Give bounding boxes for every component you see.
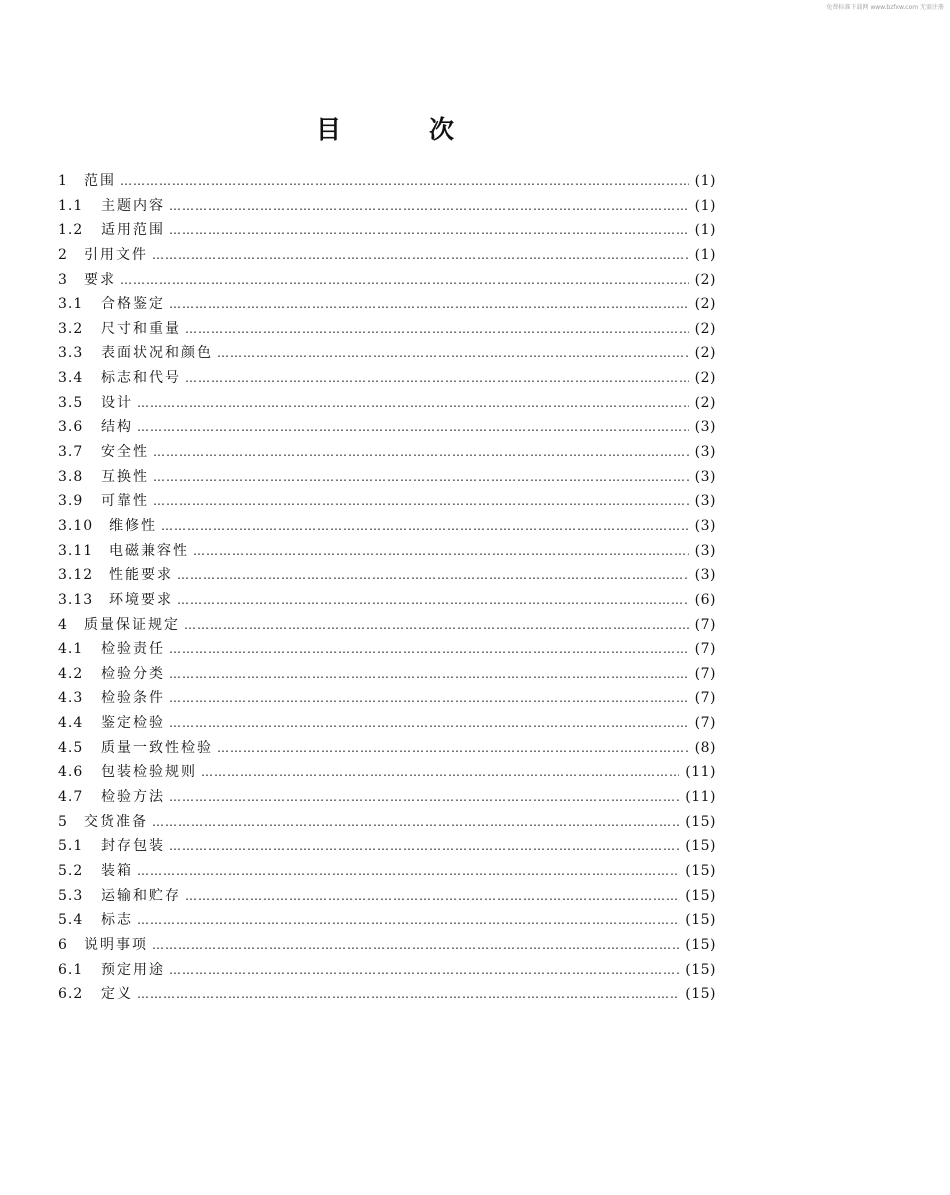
- toc-dot-leader: [185, 317, 689, 342]
- toc-entry-page: (2): [694, 271, 716, 288]
- toc-entry-label: 主题内容: [101, 197, 165, 214]
- toc-entry-page: (2): [694, 345, 716, 362]
- toc-entry-number: 3.5: [58, 394, 84, 411]
- toc-dot-leader: [169, 958, 679, 983]
- toc-entry-page: (1): [694, 246, 716, 263]
- toc-entry-number: 3.1: [58, 296, 84, 313]
- toc-dot-leader: [152, 810, 679, 835]
- toc-entry-page: (1): [694, 197, 716, 214]
- toc-entry: [58, 366, 716, 391]
- toc-entry: [58, 637, 716, 662]
- toc-dot-leader: [152, 933, 679, 958]
- toc-entry: [58, 933, 716, 958]
- toc-entry-number: 3.3: [58, 345, 84, 362]
- toc-entry-number: 3.2: [58, 320, 84, 337]
- toc-entry-number: 3.11: [58, 542, 94, 559]
- toc-dot-leader: [169, 662, 689, 687]
- toc-entry: [58, 785, 716, 810]
- toc-entry-label: 说明事项: [84, 936, 148, 953]
- toc-dot-leader: [177, 588, 689, 613]
- toc-entry-label: 要求: [84, 271, 116, 288]
- toc-entry-page: (7): [694, 641, 716, 658]
- toc-entry: [58, 341, 716, 366]
- toc-entry: [58, 908, 716, 933]
- toc-entry-label: 适用范围: [101, 222, 165, 239]
- toc-entry-page: (3): [694, 419, 716, 436]
- toc-entry-label: 安全性: [101, 444, 149, 461]
- toc-dot-leader: [185, 884, 679, 909]
- toc-entry-number: 3.8: [58, 468, 84, 485]
- toc-entry-label: 维修性: [109, 517, 157, 534]
- toc-entry-number: 5.2: [58, 862, 84, 879]
- toc-entry-label: 检验方法: [101, 789, 165, 806]
- toc-entry-label: 引用文件: [84, 246, 148, 263]
- toc-dot-leader: [120, 169, 689, 194]
- page-title: 目次: [315, 115, 542, 144]
- toc-dot-leader: [153, 489, 689, 514]
- toc-entry-number: 4.6: [58, 764, 84, 781]
- toc-entry: [58, 662, 716, 687]
- toc-entry: [58, 686, 716, 711]
- toc-entry-number: 6.2: [58, 986, 84, 1003]
- toc-entry-number: 1: [58, 173, 68, 189]
- toc-dot-leader: [169, 292, 689, 317]
- toc-entry-number: 4.2: [58, 665, 84, 682]
- toc-entry: [58, 514, 716, 539]
- toc-entry: [58, 613, 716, 638]
- toc-entry: [58, 292, 716, 317]
- toc-dot-leader: [201, 760, 679, 785]
- toc-entry-label: 鉴定检验: [101, 715, 165, 732]
- toc-entry-number: 5.3: [58, 887, 84, 904]
- toc-entry-page: (2): [694, 394, 716, 411]
- toc-dot-leader: [217, 341, 689, 366]
- toc-entry-number: 4.1: [58, 641, 84, 658]
- toc-entry: [58, 982, 716, 1007]
- toc-entry-page: (15): [685, 838, 716, 855]
- toc-entry-label: 尺寸和重量: [101, 320, 181, 337]
- toc-entry-number: 3.10: [58, 517, 94, 534]
- toc-entry-label: 运输和贮存: [101, 887, 181, 904]
- toc-entry-page: (7): [694, 690, 716, 707]
- toc-dot-leader: [184, 613, 689, 638]
- toc-entry-label: 封存包装: [101, 838, 165, 855]
- toc-entry-label: 标志: [101, 912, 133, 929]
- toc-entry: [58, 194, 716, 219]
- toc-dot-leader: [137, 908, 679, 933]
- toc-dot-leader: [169, 711, 689, 736]
- toc-dot-leader: [177, 563, 689, 588]
- table-of-contents: [58, 169, 716, 1007]
- toc-entry-page: (15): [685, 961, 716, 978]
- toc-dot-leader: [169, 637, 689, 662]
- toc-entry: [58, 415, 716, 440]
- toc-entry-label: 检验条件: [101, 690, 165, 707]
- toc-entry-page: (8): [694, 739, 716, 756]
- toc-entry-label: 性能要求: [109, 567, 173, 584]
- toc-dot-leader: [193, 539, 689, 564]
- toc-entry-label: 可靠性: [101, 493, 149, 510]
- toc-entry-number: 3.12: [58, 567, 94, 584]
- toc-entry-number: 3.13: [58, 591, 94, 608]
- toc-entry: [58, 736, 716, 761]
- toc-entry-page: (11): [685, 789, 716, 806]
- toc-entry-page: (3): [694, 542, 716, 559]
- toc-entry: [58, 169, 716, 194]
- toc-entry-page: (3): [694, 493, 716, 510]
- toc-entry-label: 互换性: [101, 468, 149, 485]
- toc-dot-leader: [217, 736, 689, 761]
- toc-entry: [58, 563, 716, 588]
- toc-entry-label: 交货准备: [84, 813, 148, 830]
- toc-entry-page: (2): [694, 296, 716, 313]
- toc-entry-number: 4.5: [58, 739, 84, 756]
- toc-entry-label: 包装检验规则: [101, 764, 197, 781]
- toc-entry-number: 6: [58, 936, 68, 953]
- toc-entry: [58, 539, 716, 564]
- toc-entry-label: 环境要求: [109, 591, 173, 608]
- toc-entry: [58, 489, 716, 514]
- toc-entry-page: (7): [694, 715, 716, 732]
- toc-entry-label: 表面状况和颜色: [101, 345, 213, 362]
- toc-dot-leader: [153, 465, 689, 490]
- toc-dot-leader: [169, 834, 679, 859]
- toc-dot-leader: [153, 440, 689, 465]
- toc-entry-label: 预定用途: [101, 961, 165, 978]
- toc-entry-label: 设计: [101, 394, 133, 411]
- toc-entry-label: 合格鉴定: [101, 296, 165, 313]
- toc-entry-number: 4.3: [58, 690, 84, 707]
- toc-entry-page: (2): [694, 320, 716, 337]
- toc-entry-number: 5.4: [58, 912, 84, 929]
- toc-entry: [58, 317, 716, 342]
- toc-entry-label: 装箱: [101, 862, 133, 879]
- corner-watermark-note: 免费标准下载网 www.bzfxw.com 无需注册: [826, 4, 944, 11]
- toc-entry-page: (7): [694, 665, 716, 682]
- toc-entry-number: 3.6: [58, 419, 84, 436]
- toc-entry: [58, 859, 716, 884]
- toc-entry-page: (3): [694, 517, 716, 534]
- toc-entry-number: 3.9: [58, 493, 84, 510]
- toc-dot-leader: [137, 415, 689, 440]
- toc-entry: [58, 243, 716, 268]
- toc-entry-page: (7): [694, 616, 716, 633]
- toc-entry-number: 1.2: [58, 222, 84, 239]
- toc-dot-leader: [161, 514, 689, 539]
- toc-dot-leader: [137, 859, 679, 884]
- toc-entry-page: (1): [694, 173, 716, 189]
- toc-entry: [58, 810, 716, 835]
- toc-entry-number: 5.1: [58, 838, 84, 855]
- toc-entry: [58, 268, 716, 293]
- toc-entry: [58, 588, 716, 613]
- toc-entry: [58, 760, 716, 785]
- toc-entry-page: (3): [694, 444, 716, 461]
- toc-entry-number: 1.1: [58, 197, 84, 214]
- toc-entry-label: 标志和代号: [101, 370, 181, 387]
- toc-dot-leader: [137, 391, 689, 416]
- toc-entry-number: 4.4: [58, 715, 84, 732]
- toc-dot-leader: [169, 785, 679, 810]
- toc-entry-number: 6.1: [58, 961, 84, 978]
- toc-entry-label: 电磁兼容性: [109, 542, 189, 559]
- toc-dot-leader: [137, 982, 679, 1007]
- toc-entry-page: (15): [685, 986, 716, 1003]
- toc-entry-page: (2): [694, 370, 716, 387]
- toc-entry: [58, 834, 716, 859]
- toc-entry: [58, 218, 716, 243]
- toc-dot-leader: [185, 366, 689, 391]
- toc-entry-page: (15): [685, 862, 716, 879]
- toc-entry-page: (15): [685, 936, 716, 953]
- toc-entry-label: 质量保证规定: [84, 616, 180, 633]
- toc-entry: [58, 711, 716, 736]
- toc-entry-page: (15): [685, 887, 716, 904]
- toc-entry-page: (6): [694, 591, 716, 608]
- toc-entry: [58, 391, 716, 416]
- toc-entry-number: 3.4: [58, 370, 84, 387]
- toc-entry-label: 质量一致性检验: [101, 739, 213, 756]
- toc-entry-page: (11): [685, 764, 716, 781]
- toc-dot-leader: [169, 218, 689, 243]
- toc-dot-leader: [169, 686, 689, 711]
- toc-entry-number: 5: [58, 813, 68, 830]
- toc-entry-label: 定义: [101, 986, 133, 1003]
- toc-entry-number: 4.7: [58, 789, 84, 806]
- toc-entry-number: 2: [58, 246, 68, 263]
- toc-entry-page: (3): [694, 468, 716, 485]
- toc-entry-label: 检验责任: [101, 641, 165, 658]
- toc-entry-label: 结构: [101, 419, 133, 436]
- toc-entry-page: (15): [685, 912, 716, 929]
- toc-dot-leader: [120, 268, 689, 293]
- toc-entry: [58, 884, 716, 909]
- toc-dot-leader: [169, 194, 689, 219]
- toc-entry-page: (1): [694, 222, 716, 239]
- toc-entry: [58, 465, 716, 490]
- toc-entry: [58, 958, 716, 983]
- toc-dot-leader: [152, 243, 689, 268]
- toc-entry-number: 3: [58, 271, 68, 288]
- toc-entry-page: (15): [685, 813, 716, 830]
- toc-entry: [58, 440, 716, 465]
- toc-entry-number: 4: [58, 616, 68, 633]
- toc-entry-page: (3): [694, 567, 716, 584]
- toc-entry-label: 检验分类: [101, 665, 165, 682]
- toc-entry-number: 3.7: [58, 444, 84, 461]
- toc-entry-label: 范围: [84, 173, 116, 189]
